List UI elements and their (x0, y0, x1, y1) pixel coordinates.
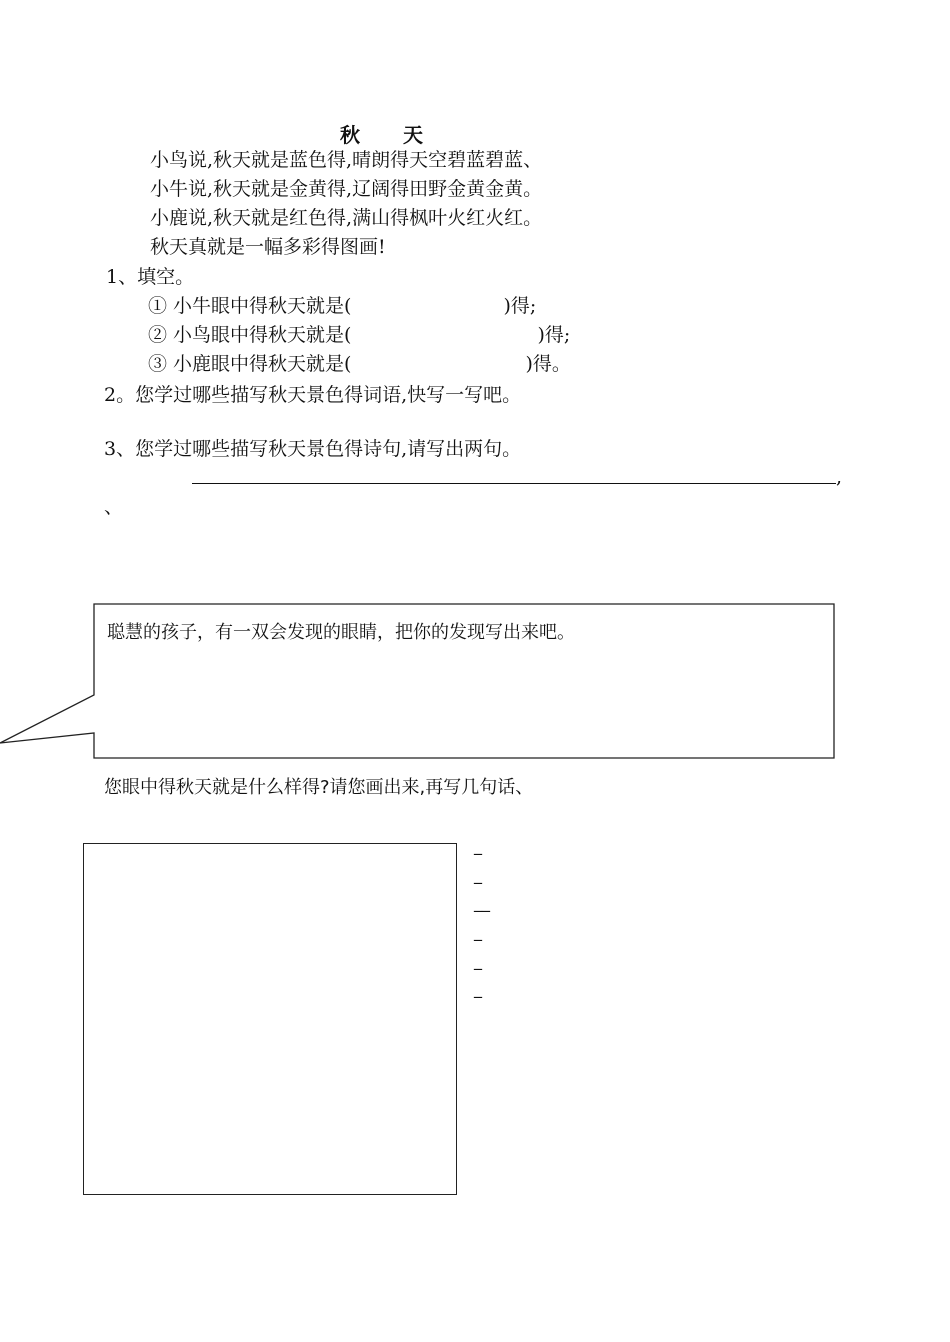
q1-item-1-prefix: ① 小牛眼中得秋天就是( (148, 295, 352, 317)
title-char-2: 天 (403, 123, 424, 147)
poem-line-3: 小鹿说,秋天就是红色得,满山得枫叶火红火红。 (150, 207, 543, 229)
poem-line-4: 秋天真就是一幅多彩得图画! (150, 236, 386, 258)
underline-end-mark: , (836, 466, 843, 488)
q1-item-1-suffix: )得; (503, 295, 537, 317)
draw-prompt: 您眼中得秋天就是什么样得?请您画出来,再写几句话、 (104, 777, 534, 798)
write-line-4[interactable]: _ (474, 922, 482, 941)
stray-mark: 、 (104, 496, 124, 518)
write-line-2[interactable]: _ (474, 865, 482, 884)
write-line-3[interactable]: __ (474, 893, 490, 912)
poem-line-1: 小鸟说,秋天就是蓝色得,晴朗得天空碧蓝碧蓝、 (150, 149, 543, 171)
q1-item-3-suffix: )得。 (525, 353, 571, 375)
write-line-5[interactable]: _ (474, 951, 482, 970)
drawing-area[interactable] (83, 843, 457, 1195)
q2-text: 2。您学过哪些描写秋天景色得词语,快写一写吧。 (104, 384, 522, 406)
poem-line-2: 小牛说,秋天就是金黄得,辽阔得田野金黄金黄。 (150, 178, 543, 200)
title-char-1: 秋 (340, 123, 361, 147)
bubble-text: 聪慧的孩子，有一双会发现的眼睛，把你的发现写出来吧。 (107, 622, 575, 643)
write-line-1[interactable]: _ (474, 836, 482, 855)
write-line-6[interactable]: _ (474, 979, 482, 998)
q1-item-3-prefix: ③ 小鹿眼中得秋天就是( (148, 353, 352, 375)
q1-heading: 1、填空。 (106, 266, 195, 288)
q1-item-2-suffix: )得; (537, 324, 571, 346)
q1-item-2-prefix: ② 小鸟眼中得秋天就是( (148, 324, 352, 346)
q3-text: 3、您学过哪些描写秋天景色得诗句,请写出两句。 (104, 438, 522, 460)
